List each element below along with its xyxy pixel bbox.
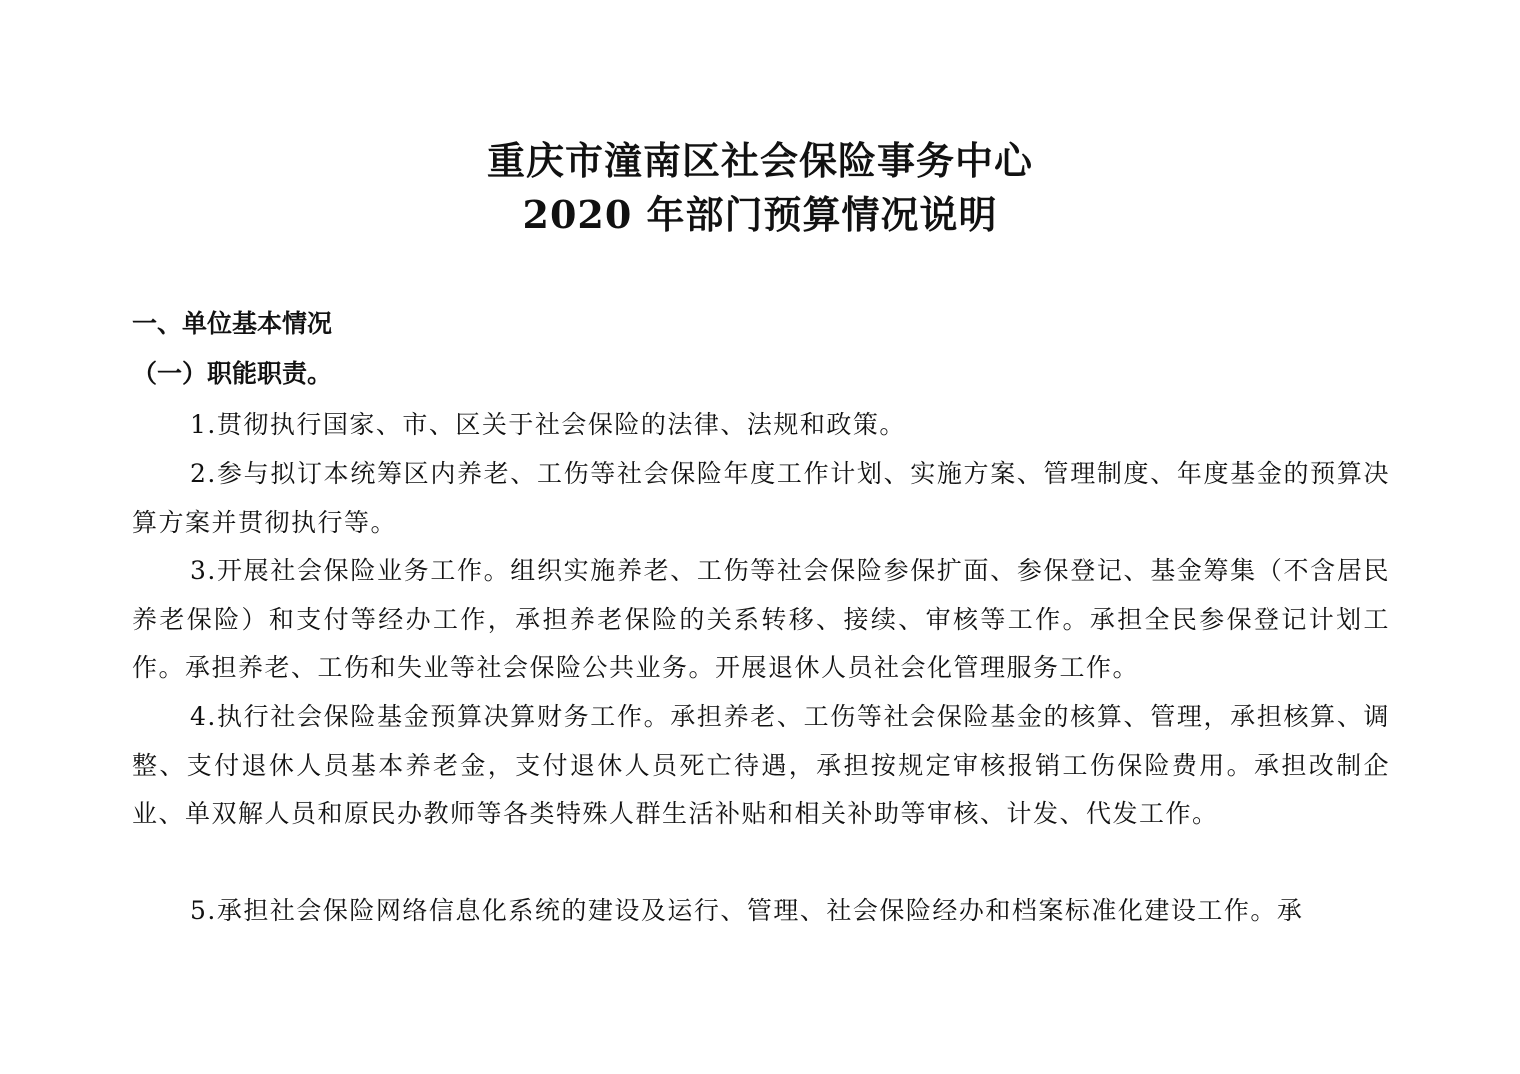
duty-paragraph-5: 5.承担社会保险网络信息化系统的建设及运行、管理、社会保险经办和档案标准化建设工作。承 — [190, 896, 1304, 925]
section-heading: 一、单位基本情况 — [132, 309, 333, 338]
subsection-heading: （一）职能职责。 — [132, 359, 333, 388]
duty-paragraph-4: 4.执行社会保险基金预算决算财务工作。承担养老、工伤等社会保险基金的核算、管理，承担核算、调整、支付退休人员基本养老金，支付退休人员死亡待遇，承担按规定审核报销工伤保险费用。承担改制企业、单双解人员和原民办教师等各类特殊人群生活补贴和相关补助等审核、计发、代发工作。 — [132, 702, 1390, 828]
duty-paragraph-3: 3.开展社会保险业务工作。组织实施养老、工伤等社会保险参保扩面、参保登记、基金筹集（不含居民养老保险）和支付等经办工作，承担养老保险的关系转移、接续、审核等工作。承担全民参保登记计划工作。承担养老、工伤和失业等社会保险公共业务。开展退休人员社会化管理服务工作。 — [132, 556, 1390, 682]
duty-paragraph-1: 1.贯彻执行国家、市、区关于社会保险的法律、法规和政策。 — [190, 410, 906, 439]
document-title-line-1: 重庆市潼南区社会保险事务中心 — [486, 138, 1033, 183]
duty-paragraph-2: 2.参与拟订本统筹区内养老、工伤等社会保险年度工作计划、实施方案、管理制度、年度基金的预算决算方案并贯彻执行等。 — [132, 459, 1390, 537]
document-title-line-2: 2020 年部门预算情况说明 — [522, 192, 998, 237]
